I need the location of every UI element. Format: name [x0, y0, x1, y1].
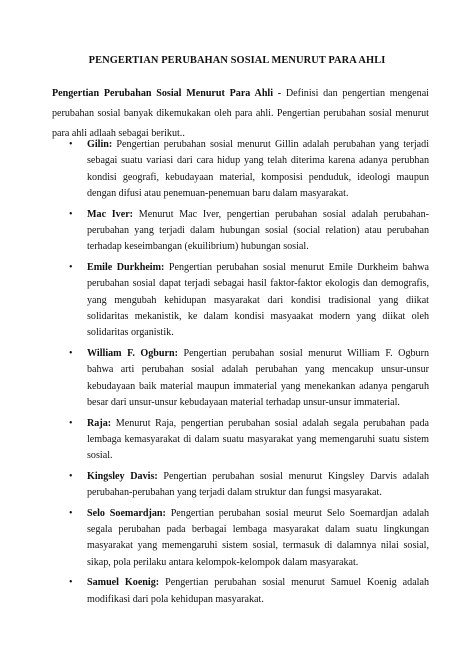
definition-item-kingsley-davis — [52, 469, 429, 502]
bullet-icon: • — [69, 417, 73, 429]
definition-text: Menurut Raja, pengertian perubahan sosial adalah segala perubahan pada lembaga kemasyarakat di dalam suatu masyarakat yang memengaruhi suatu sistem sosial. — [87, 417, 429, 462]
bullet-icon: • — [69, 507, 73, 519]
bullet-icon: • — [69, 139, 73, 150]
definition-text: Pengertian perubahan sosial menurut William F. Ogburn bahwa arti perubahan sosial adalah perubahan yang mencakup unsur-unsur kebudayaan baik material maupun immaterial yang menekankan adanya pengaruh besar dari unsur-unsur kebudayaan material terhadap unsur-unsur immaterial. — [87, 347, 429, 409]
expert-name: Samuel Koenig: — [87, 577, 160, 589]
definition-text: Pengertian perubahan sosial menurut Kingsley Darvis adalah perubahan-perubahan yang terjadi dalam struktur dan fungsi masyarakat. — [87, 470, 429, 499]
intro-paragraph — [52, 84, 429, 145]
expert-name: Selo Soemardjan: — [87, 507, 166, 519]
definition-item-raja — [52, 416, 429, 465]
intro-lead: Pengertian Perubahan Sosial Menurut Para Ahli - — [52, 88, 282, 99]
bullet-icon: • — [69, 347, 73, 359]
intro-text: Definisi dan pengertian mengenai perubahan sosial banyak dikemukakan oleh para ahli. Pengertian perubahan sosial menurut para ahli adlaah sebagai berikut.. — [52, 88, 429, 140]
definition-text: Pengertian perubahan sosial meurut Selo Soemardjan adalah segala perubahan pada berbagai lembaga masyarakat dalam suatu lingkungan masyarakat yang memengaruhi sistem sosial, termasuk di dalamnya nilai sosial, sikap, pola perilaku antara kelompok-kelompok dalam masyarakat. — [87, 507, 429, 568]
definition-text: Pengertian perubahan sosial menurut Gillin adalah perubahan yang terjadi sebagai suatu variasi dari cara hidup yang telah diterima karena adanya perubhan kondisi geografi, kebudayaan material, komposisi penduduk, ideologi maupun dengan difusi atau penemuan-penemuan baru dalam masyarakat. — [87, 139, 429, 200]
definition-item-emile-durkheim — [52, 260, 429, 342]
document-title: PENGERTIAN PERUBAHAN SOSIAL MENURUT PARA AHLI — [88, 55, 386, 66]
definition-item-selo-soemardjan — [52, 506, 429, 572]
bullet-icon: • — [69, 577, 73, 589]
definition-item-william-ogburn — [52, 346, 429, 412]
expert-name: Emile Durkheim: — [87, 261, 165, 273]
bullet-icon: • — [69, 208, 73, 220]
definition-text: Pengertian perubahan sosial menurut Emile Durkheim bahwa perubahan sosial dapat terjadi sebagai hasil faktor-faktor ekologis dan demografis, yang mengubah kehidupan masyarakat dari kondisi tradisional yang diikat solidaritas mekanistik, ke dalam kondisi masyaakat modern yang diikat oleh solidaritas organistik. — [87, 261, 430, 339]
definition-text: Pengertian perubahan sosial menurut Samuel Koenig adalah modifikasi dari pola kehidupan masyarakat. — [87, 577, 429, 605]
definition-text: Menurut Mac Iver, pengertian perubahan sosial adalah perubahan-perubahan yang terjadi dalam hubungan sosial (social relation) atau perubahan terhadap keseimbangan (ekuilibrium) hubungan sosial. — [87, 208, 429, 253]
expert-name: Mac Iver: — [87, 208, 134, 220]
definition-item-mac-iver — [52, 207, 429, 256]
bullet-icon: • — [69, 470, 73, 482]
expert-name: Raja: — [87, 417, 112, 429]
expert-name: Kingsley Davis: — [87, 470, 158, 482]
definition-list — [52, 137, 429, 608]
expert-name: Gilin: — [87, 139, 113, 150]
bullet-icon: • — [69, 261, 73, 273]
definition-item-gillin — [52, 137, 429, 203]
definition-item-samuel-koenig — [52, 575, 429, 608]
expert-name: William F. Ogburn: — [87, 347, 178, 359]
